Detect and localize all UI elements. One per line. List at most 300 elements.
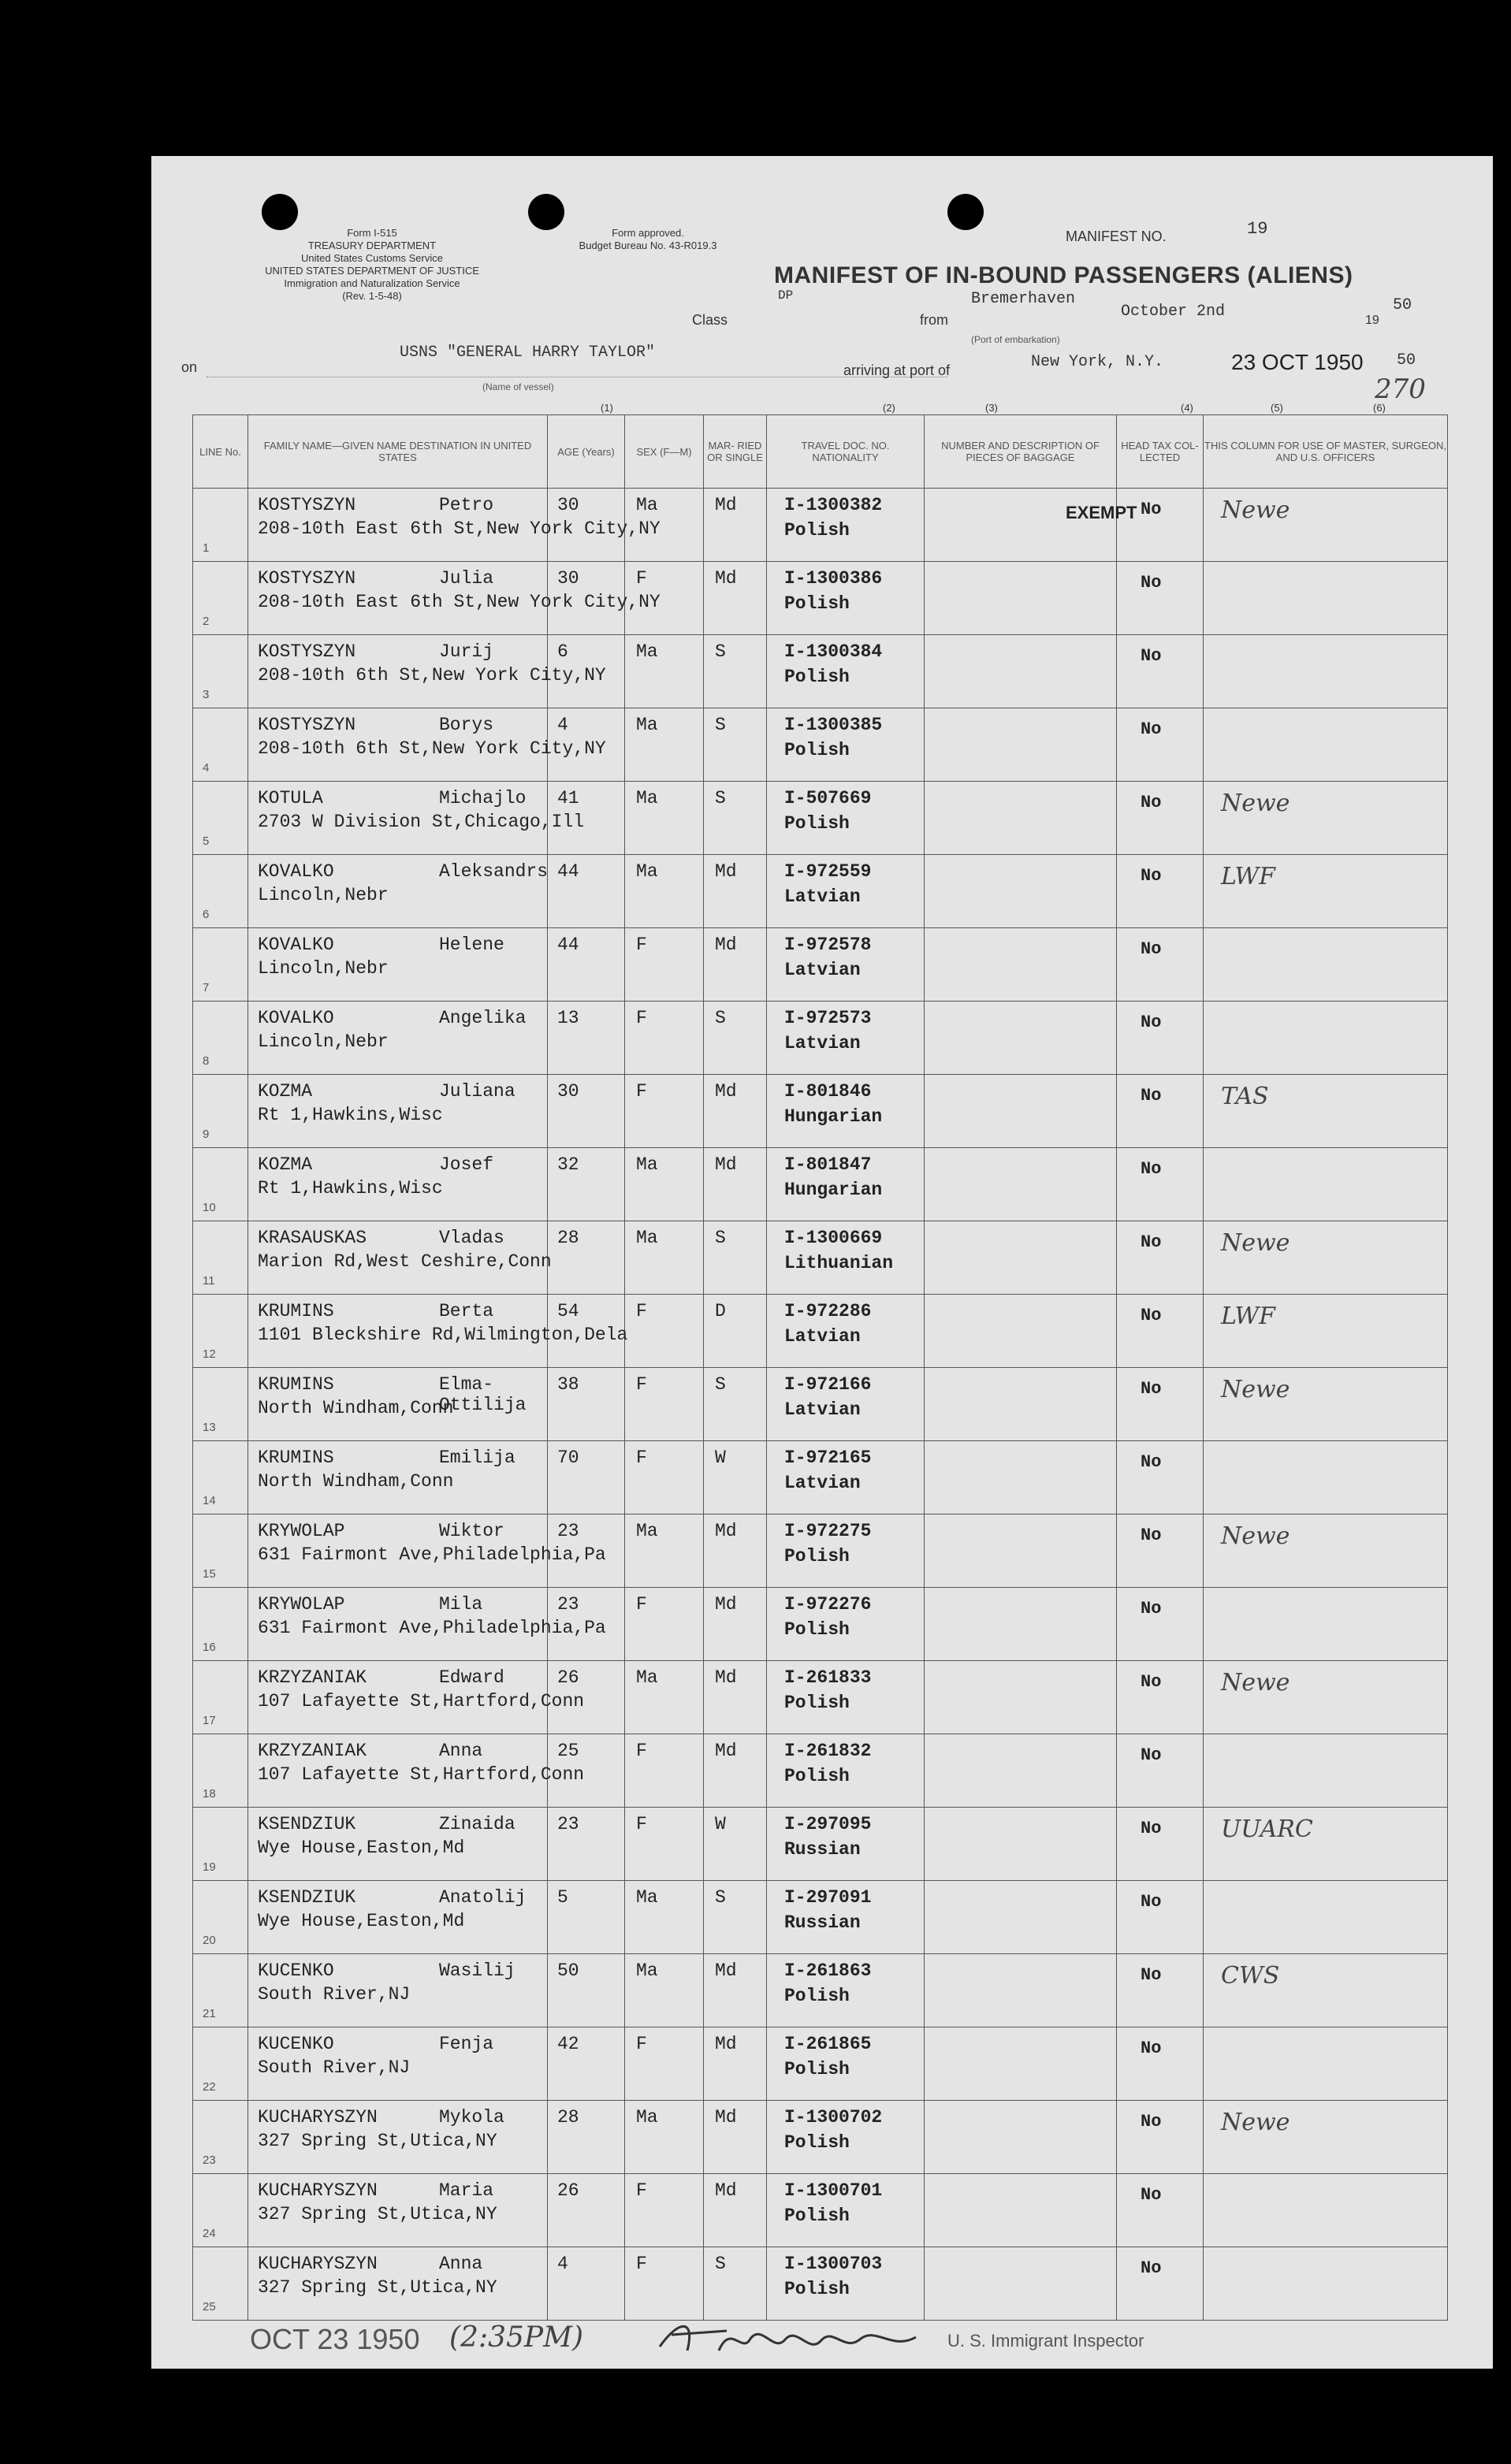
arrival-port: New York, N.Y. — [1031, 353, 1164, 371]
sex: F — [636, 1081, 647, 1102]
table-row — [193, 928, 1448, 1002]
given-name: Emilija — [439, 1448, 515, 1468]
travel-doc-number: I-1300386 — [784, 568, 883, 589]
sex-cell — [625, 1075, 704, 1148]
sex-cell — [625, 1881, 704, 1954]
sex: Ma — [636, 1960, 658, 1981]
travel-doc-cell — [767, 855, 925, 928]
family-name: KOZMA — [258, 1081, 313, 1102]
age: 44 — [557, 935, 579, 955]
given-name: Wasilij — [439, 1960, 515, 1981]
age: 6 — [557, 641, 568, 662]
marital-status: Md — [715, 1960, 737, 1981]
age-cell — [548, 1808, 625, 1881]
sex: Ma — [636, 715, 658, 735]
family-name: KOSTYSZYN — [258, 641, 356, 662]
age-cell — [548, 635, 625, 708]
head-tax: No — [1141, 1819, 1162, 1838]
marital-status: S — [715, 1228, 726, 1248]
line-cell — [193, 1221, 248, 1295]
married-cell — [704, 1221, 767, 1295]
age-cell — [548, 1002, 625, 1075]
marital-status: Md — [715, 861, 737, 882]
officers-cell — [1204, 1734, 1448, 1808]
head-tax-cell — [1117, 2247, 1204, 2321]
sex-cell — [625, 2101, 704, 2174]
line-cell — [193, 562, 248, 635]
nationality: Polish — [784, 2059, 850, 2079]
travel-doc-number: I-1300382 — [784, 495, 883, 515]
header-officers: THIS COLUMN FOR USE OF MASTER, SURGEON, AND U.S. OFFICERS — [1204, 415, 1448, 489]
head-tax: No — [1141, 646, 1162, 666]
age: 30 — [557, 1081, 579, 1102]
destination: 631 Fairmont Ave,Philadelphia,Pa — [258, 1544, 606, 1565]
line-cell — [193, 2027, 248, 2101]
inspector-signature — [656, 2315, 924, 2362]
header-age: AGE (Years) — [548, 415, 625, 489]
destination: 1101 Bleckshire Rd,Wilmington,Dela — [258, 1325, 628, 1345]
travel-doc-number: I-1300702 — [784, 2107, 883, 2128]
nationality: Russian — [784, 1839, 861, 1860]
line-cell — [193, 1075, 248, 1148]
head-tax-cell — [1117, 1514, 1204, 1588]
form-dept: Immigration and Naturalization Service — [284, 277, 460, 289]
table-row — [193, 1514, 1448, 1588]
baggage-cell — [925, 1734, 1117, 1808]
age-cell — [548, 2174, 625, 2247]
line-cell — [193, 1954, 248, 2027]
travel-doc-cell — [767, 1514, 925, 1588]
table-row — [193, 2247, 1448, 2321]
travel-doc-number: I-1300703 — [784, 2254, 883, 2274]
line-number: 10 — [203, 1201, 216, 1214]
head-tax-cell — [1117, 1441, 1204, 1514]
travel-doc-cell — [767, 2247, 925, 2321]
table-row — [193, 1148, 1448, 1221]
travel-doc-cell — [767, 928, 925, 1002]
line-cell — [193, 2101, 248, 2174]
line-number: 19 — [203, 1860, 216, 1874]
line-number: 5 — [203, 834, 210, 848]
marital-status: S — [715, 641, 726, 662]
baggage-cell — [925, 1808, 1117, 1881]
head-tax: No — [1141, 1452, 1162, 1472]
travel-doc-number: I-507669 — [784, 788, 872, 808]
nationality: Polish — [784, 593, 850, 614]
inspection-time: (2:35PM) — [449, 2321, 584, 2354]
line-cell — [193, 1881, 248, 1954]
given-name: Josef — [439, 1154, 494, 1175]
age: 70 — [557, 1448, 579, 1468]
given-name: Michajlo — [439, 788, 527, 808]
officers-cell — [1204, 635, 1448, 708]
family-name: KSENDZIUK — [258, 1814, 356, 1834]
head-tax-cell — [1117, 708, 1204, 782]
married-cell — [704, 1588, 767, 1661]
nationality: Latvian — [784, 1473, 861, 1493]
line-number: 11 — [203, 1274, 215, 1288]
given-name: Angelika — [439, 1008, 527, 1028]
destination: 327 Spring St,Utica,NY — [258, 2204, 497, 2224]
header-head-tax: HEAD TAX COL- LECTED — [1117, 415, 1204, 489]
head-tax-cell — [1117, 1734, 1204, 1808]
marital-status: Md — [715, 2034, 737, 2054]
sex-cell — [625, 635, 704, 708]
family-name: KRYWOLAP — [258, 1521, 345, 1541]
age-cell — [548, 1368, 625, 1441]
line-number: 13 — [203, 1421, 216, 1434]
table-row — [193, 1441, 1448, 1514]
nationality: Polish — [784, 2206, 850, 2226]
inspector-label: U. S. Immigrant Inspector — [947, 2331, 1144, 2351]
travel-doc-cell — [767, 1734, 925, 1808]
age-cell — [548, 2027, 625, 2101]
sex: F — [636, 1594, 647, 1615]
sex-cell — [625, 1148, 704, 1221]
given-name: Petro — [439, 495, 494, 515]
sex: F — [636, 1448, 647, 1468]
head-tax: No — [1141, 2185, 1162, 2205]
travel-doc-number: I-261865 — [784, 2034, 872, 2054]
arrival-year: 50 — [1397, 351, 1416, 370]
age: 5 — [557, 1887, 568, 1908]
nationality: Polish — [784, 1986, 850, 2006]
budget-number: Budget Bureau No. 43-R019.3 — [579, 240, 717, 251]
sex: F — [636, 1741, 647, 1761]
head-tax-cell — [1117, 489, 1204, 562]
sex-cell — [625, 1588, 704, 1661]
head-tax-cell — [1117, 635, 1204, 708]
age-cell — [548, 2247, 625, 2321]
age: 28 — [557, 1228, 579, 1248]
family-name: KOVALKO — [258, 1008, 334, 1028]
head-tax-cell — [1117, 1148, 1204, 1221]
name-cell — [248, 1808, 548, 1881]
page-number: 270 — [1375, 374, 1426, 405]
line-cell — [193, 1514, 248, 1588]
line-number: 21 — [203, 2007, 216, 2020]
officers-cell — [1204, 2247, 1448, 2321]
binder-hole — [84, 749, 120, 785]
name-cell — [248, 2174, 548, 2247]
page-title: MANIFEST OF IN-BOUND PASSENGERS (ALIENS) — [774, 262, 1353, 288]
given-name: Maria — [439, 2180, 494, 2201]
head-tax-cell — [1117, 1295, 1204, 1368]
sex-cell — [625, 1441, 704, 1514]
line-number: 4 — [203, 761, 210, 775]
head-tax: No — [1141, 1965, 1162, 1985]
officers-cell — [1204, 2027, 1448, 2101]
travel-doc-number: I-261833 — [784, 1667, 872, 1688]
header-name: FAMILY NAME—GIVEN NAME DESTINATION IN UNITED STATES — [248, 415, 548, 489]
sex-cell — [625, 855, 704, 928]
family-name: KUCENKO — [258, 1960, 334, 1981]
family-name: KSENDZIUK — [258, 1887, 356, 1908]
officers-cell — [1204, 562, 1448, 635]
punch-hole — [262, 194, 298, 230]
officers-cell — [1204, 1075, 1448, 1148]
line-cell — [193, 1368, 248, 1441]
travel-doc-cell — [767, 1002, 925, 1075]
destination: South River,NJ — [258, 1984, 411, 2005]
binder-hole — [84, 378, 120, 414]
sex: F — [636, 2034, 647, 2054]
travel-doc-number: I-297095 — [784, 1814, 872, 1834]
officer-note: Newe — [1221, 496, 1290, 524]
family-name: KRYWOLAP — [258, 1594, 345, 1615]
line-number: 6 — [203, 908, 210, 921]
baggage-cell — [925, 1661, 1117, 1734]
officers-cell — [1204, 1954, 1448, 2027]
given-name: Vladas — [439, 1228, 504, 1248]
officers-cell — [1204, 1368, 1448, 1441]
head-tax: No — [1141, 939, 1162, 959]
nationality: Polish — [784, 520, 850, 541]
age-cell — [548, 1881, 625, 1954]
on-label: on — [181, 359, 198, 375]
head-tax: No — [1141, 866, 1162, 886]
column-number: (3) — [985, 402, 998, 414]
destination: South River,NJ — [258, 2057, 411, 2078]
baggage-cell — [925, 1295, 1117, 1368]
sex: F — [636, 568, 647, 589]
travel-doc-number: I-972275 — [784, 1521, 872, 1541]
baggage-cell — [925, 635, 1117, 708]
line-cell — [193, 2174, 248, 2247]
officer-note: Newe — [1221, 1669, 1290, 1697]
sex-cell — [625, 1295, 704, 1368]
header-sex: SEX (F—M) — [625, 415, 704, 489]
family-name: KOTULA — [258, 788, 323, 808]
travel-doc-cell — [767, 2027, 925, 2101]
officer-note: LWF — [1221, 1303, 1275, 1330]
line-cell — [193, 2247, 248, 2321]
name-cell — [248, 1075, 548, 1148]
line-number: 3 — [203, 688, 210, 701]
line-number: 24 — [203, 2227, 216, 2240]
baggage-cell — [925, 2247, 1117, 2321]
sex-cell — [625, 928, 704, 1002]
table-row — [193, 1661, 1448, 1734]
sex: F — [636, 2180, 647, 2201]
table-header-row — [193, 415, 1448, 489]
marital-status: Md — [715, 568, 737, 589]
manifest-no-label: MANIFEST NO. — [1066, 229, 1167, 244]
line-number: 16 — [203, 1641, 216, 1654]
married-cell — [704, 2027, 767, 2101]
nationality: Polish — [784, 1619, 850, 1640]
destination: Lincoln,Nebr — [258, 958, 389, 979]
table-row — [193, 1588, 1448, 1661]
married-cell — [704, 1075, 767, 1148]
table-row — [193, 1881, 1448, 1954]
married-cell — [704, 1295, 767, 1368]
head-tax: No — [1141, 1745, 1162, 1765]
age-cell — [548, 1734, 625, 1808]
married-cell — [704, 562, 767, 635]
travel-doc-cell — [767, 562, 925, 635]
baggage-cell — [925, 2101, 1117, 2174]
age: 4 — [557, 2254, 568, 2274]
family-name: KUCHARYSZYN — [258, 2254, 378, 2274]
head-tax: No — [1141, 2112, 1162, 2131]
age: 30 — [557, 568, 579, 589]
marital-status: Md — [715, 935, 737, 955]
destination: Wye House,Easton,Md — [258, 1911, 465, 1931]
travel-doc-number: I-972286 — [784, 1301, 872, 1321]
travel-doc-number: I-972578 — [784, 935, 872, 955]
given-name: Mykola — [439, 2107, 504, 2128]
age-cell — [548, 1441, 625, 1514]
sex: F — [636, 1814, 647, 1834]
line-cell — [193, 708, 248, 782]
sex-cell — [625, 1221, 704, 1295]
marital-status: Md — [715, 2180, 737, 2201]
name-cell — [248, 2101, 548, 2174]
officers-cell — [1204, 489, 1448, 562]
nationality: Latvian — [784, 1326, 861, 1347]
manifest-no: 19 — [1247, 219, 1268, 239]
marital-status: Md — [715, 1594, 737, 1615]
line-number: 15 — [203, 1567, 216, 1581]
name-cell — [248, 1441, 548, 1514]
travel-doc-number: I-801847 — [784, 1154, 872, 1175]
officer-note: UUARC — [1221, 1815, 1313, 1843]
baggage-cell — [925, 1148, 1117, 1221]
travel-doc-number: I-1300701 — [784, 2180, 883, 2201]
table-row — [193, 2027, 1448, 2101]
age-cell — [548, 1148, 625, 1221]
marital-status: S — [715, 1374, 726, 1395]
nationality: Polish — [784, 1766, 850, 1786]
officer-note: Newe — [1221, 1229, 1290, 1257]
head-tax: No — [1141, 1672, 1162, 1692]
age: 13 — [557, 1008, 579, 1028]
married-cell — [704, 1734, 767, 1808]
family-name: KUCHARYSZYN — [258, 2180, 378, 2201]
nationality: Hungarian — [784, 1180, 883, 1200]
age: 32 — [557, 1154, 579, 1175]
head-tax: No — [1141, 500, 1162, 519]
travel-doc-cell — [767, 2174, 925, 2247]
head-tax: No — [1141, 1013, 1162, 1032]
officers-cell — [1204, 1441, 1448, 1514]
destination: 208-10th East 6th St,New York City,NY — [258, 518, 661, 539]
baggage-cell — [925, 1002, 1117, 1075]
head-tax: No — [1141, 1232, 1162, 1252]
given-name: Julia — [439, 568, 494, 589]
given-name: Juliana — [439, 1081, 515, 1102]
sex: Ma — [636, 1667, 658, 1688]
officer-note: Newe — [1221, 790, 1290, 817]
travel-doc-cell — [767, 708, 925, 782]
line-cell — [193, 1734, 248, 1808]
header-travel-doc: TRAVEL DOC. NO. NATIONALITY — [767, 415, 925, 489]
age: 41 — [557, 788, 579, 808]
sex: F — [636, 1301, 647, 1321]
travel-doc-cell — [767, 1881, 925, 1954]
family-name: KRZYZANIAK — [258, 1741, 367, 1761]
name-cell — [248, 928, 548, 1002]
married-cell — [704, 1002, 767, 1075]
age: 50 — [557, 1960, 579, 1981]
travel-doc-number: I-972276 — [784, 1594, 872, 1615]
married-cell — [704, 1881, 767, 1954]
head-tax: No — [1141, 1306, 1162, 1325]
given-name: Edward — [439, 1667, 504, 1688]
destination: 208-10th 6th St,New York City,NY — [258, 738, 606, 759]
table-row — [193, 855, 1448, 928]
table-row — [193, 1295, 1448, 1368]
officers-cell — [1204, 1588, 1448, 1661]
line-number: 1 — [203, 541, 210, 555]
head-tax: No — [1141, 793, 1162, 812]
sex-cell — [625, 1954, 704, 2027]
age-cell — [548, 562, 625, 635]
age: 42 — [557, 2034, 579, 2054]
line-cell — [193, 1808, 248, 1881]
travel-doc-number: I-972573 — [784, 1008, 872, 1028]
officer-note: TAS — [1221, 1083, 1269, 1110]
destination: 208-10th 6th St,New York City,NY — [258, 665, 606, 686]
baggage-cell — [925, 1368, 1117, 1441]
baggage-cell — [925, 1588, 1117, 1661]
sex-cell — [625, 489, 704, 562]
table-row — [193, 1002, 1448, 1075]
head-tax-cell — [1117, 2101, 1204, 2174]
nationality: Latvian — [784, 960, 861, 980]
head-tax: No — [1141, 573, 1162, 593]
name-cell — [248, 2247, 548, 2321]
head-tax-cell — [1117, 1075, 1204, 1148]
given-name: Aleksandrs — [439, 861, 549, 882]
age-cell — [548, 1075, 625, 1148]
baggage-cell — [925, 1954, 1117, 2027]
age-cell — [548, 1514, 625, 1588]
name-cell — [248, 708, 606, 782]
head-tax: No — [1141, 2258, 1162, 2278]
line-number: 2 — [203, 615, 210, 628]
married-cell — [704, 1368, 767, 1441]
travel-doc-number: I-972559 — [784, 861, 872, 882]
travel-doc-number: I-297091 — [784, 1887, 872, 1908]
line-cell — [193, 1441, 248, 1514]
baggage-cell — [925, 2027, 1117, 2101]
embarkation-year: 50 — [1393, 296, 1412, 314]
travel-doc-number: I-972166 — [784, 1374, 872, 1395]
line-number: 22 — [203, 2080, 216, 2094]
head-tax: No — [1141, 1379, 1162, 1399]
officer-note: LWF — [1221, 863, 1275, 890]
age-cell — [548, 1588, 625, 1661]
line-cell — [193, 1002, 248, 1075]
table-row — [193, 708, 1448, 782]
head-tax-cell — [1117, 1881, 1204, 1954]
travel-doc-cell — [767, 782, 925, 855]
line-number: 25 — [203, 2300, 216, 2313]
nationality: Polish — [784, 2132, 850, 2153]
table-row — [193, 1734, 1448, 1808]
name-cell — [248, 1881, 548, 1954]
marital-status: Md — [715, 1154, 737, 1175]
marital-status: W — [715, 1814, 726, 1834]
arrival-date-stamp: 23 OCT 1950 — [1231, 350, 1364, 374]
married-cell — [704, 782, 767, 855]
age-cell — [548, 928, 625, 1002]
head-tax: No — [1141, 719, 1162, 739]
binder-hole — [84, 2017, 120, 2053]
sex-cell — [625, 1368, 704, 1441]
